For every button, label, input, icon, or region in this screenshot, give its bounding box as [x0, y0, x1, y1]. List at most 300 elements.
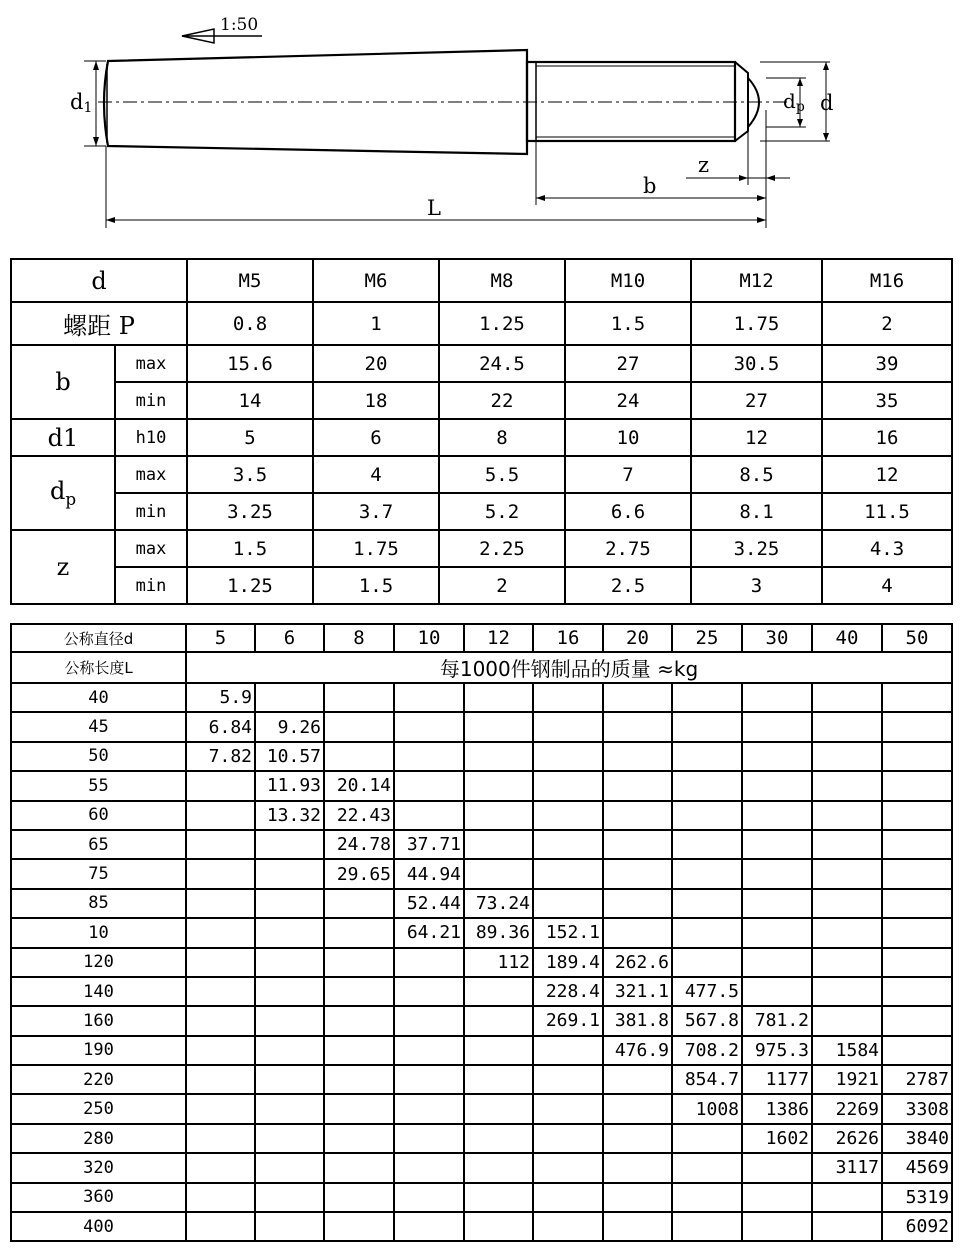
mass-length-cell: 60 — [11, 801, 186, 830]
spec-cell: 11.5 — [822, 493, 952, 530]
mass-value-cell: 975.3 — [742, 1036, 812, 1065]
mass-value-cell — [464, 1065, 533, 1094]
mass-row — [11, 859, 952, 888]
spec-z-min-row — [11, 567, 952, 604]
mass-diameter-cell: 5 — [186, 624, 255, 652]
mass-value-cell — [394, 948, 464, 977]
mass-value-cell — [882, 948, 952, 977]
spec-cell: 2 — [822, 302, 952, 345]
mass-length-cell: 45 — [11, 712, 186, 741]
mass-value-cell: 5.9 — [186, 683, 255, 712]
mass-value-cell — [812, 1183, 882, 1212]
mass-value-cell — [812, 1212, 882, 1241]
spec-cell: 35 — [822, 382, 952, 419]
mass-value-cell — [603, 1212, 672, 1241]
mass-length-cell: 220 — [11, 1065, 186, 1094]
mass-value-cell: 20.14 — [324, 771, 394, 800]
mass-value-cell: 73.24 — [464, 889, 533, 918]
mass-value-cell: 5319 — [882, 1183, 952, 1212]
mass-value-cell — [882, 977, 952, 1006]
mass-value-cell — [812, 889, 882, 918]
mass-value-cell — [882, 889, 952, 918]
mass-value-cell — [324, 683, 394, 712]
mass-value-cell — [672, 830, 742, 859]
mass-value-cell — [882, 1036, 952, 1065]
mass-value-cell: 64.21 — [394, 918, 464, 947]
mass-value-cell — [324, 918, 394, 947]
spec-cell: 12 — [822, 456, 952, 493]
z-label: z — [698, 153, 710, 177]
mass-value-cell — [882, 1006, 952, 1035]
spec-size-cell: M16 — [822, 259, 952, 302]
mass-value-cell — [394, 1094, 464, 1123]
mass-value-cell — [394, 712, 464, 741]
mass-value-cell: 1177 — [742, 1065, 812, 1094]
mass-value-cell: 567.8 — [672, 1006, 742, 1035]
spec-cell: 1.25 — [439, 302, 565, 345]
mass-value-cell — [882, 918, 952, 947]
mass-value-cell — [255, 977, 324, 1006]
mass-value-cell: 3840 — [882, 1124, 952, 1153]
mass-value-cell — [812, 1006, 882, 1035]
mass-value-cell — [672, 1124, 742, 1153]
mass-value-cell — [672, 948, 742, 977]
mass-value-cell — [324, 1094, 394, 1123]
mass-value-cell — [324, 948, 394, 977]
mass-length-cell: 320 — [11, 1153, 186, 1182]
mass-value-cell — [882, 683, 952, 712]
mass-row — [11, 683, 952, 712]
mass-value-cell — [672, 742, 742, 771]
mass-value-cell — [812, 830, 882, 859]
mass-row — [11, 889, 952, 918]
mass-value-cell — [742, 771, 812, 800]
mass-value-cell — [533, 1153, 603, 1182]
mass-row — [11, 830, 952, 859]
mass-length-cell: 400 — [11, 1212, 186, 1241]
mass-length-cell: 65 — [11, 830, 186, 859]
mass-value-cell — [533, 1183, 603, 1212]
mass-value-cell — [742, 859, 812, 888]
mass-length-cell: 190 — [11, 1036, 186, 1065]
mass-value-cell — [464, 1183, 533, 1212]
mass-value-cell — [603, 1153, 672, 1182]
mass-length-cell: 10 — [11, 918, 186, 947]
mass-value-cell — [603, 683, 672, 712]
mass-value-cell — [812, 859, 882, 888]
mass-value-cell: 10.57 — [255, 742, 324, 771]
spec-cell: 8.5 — [691, 456, 822, 493]
b-label: b — [643, 174, 657, 198]
mass-value-cell — [882, 859, 952, 888]
mass-value-cell — [603, 859, 672, 888]
mass-value-cell — [672, 859, 742, 888]
spec-pitch-label: 螺距 P — [11, 302, 187, 345]
mass-diameter-cell: 40 — [812, 624, 882, 652]
mass-value-cell — [394, 1124, 464, 1153]
mass-value-cell — [812, 771, 882, 800]
mass-row — [11, 977, 952, 1006]
spec-cell: 0.8 — [187, 302, 313, 345]
spec-cell: 2.25 — [439, 530, 565, 567]
spec-size-cell: M12 — [691, 259, 822, 302]
mass-value-cell — [464, 712, 533, 741]
spec-header-row — [11, 259, 952, 302]
mass-caption: 每1000件钢制品的质量 ≈kg — [186, 652, 952, 683]
spec-cell: 3.5 — [187, 456, 313, 493]
mass-value-cell — [324, 1065, 394, 1094]
spec-size-cell: M5 — [187, 259, 313, 302]
mass-value-cell — [464, 1094, 533, 1123]
mass-value-cell — [464, 1212, 533, 1241]
mass-length-cell: 280 — [11, 1124, 186, 1153]
mass-value-cell — [255, 859, 324, 888]
spec-cell: 2 — [439, 567, 565, 604]
mass-value-cell — [672, 801, 742, 830]
mass-value-cell: 112 — [464, 948, 533, 977]
mass-value-cell — [464, 1036, 533, 1065]
mass-value-cell — [742, 801, 812, 830]
spec-cell: 4 — [313, 456, 439, 493]
mass-length-cell: 120 — [11, 948, 186, 977]
mass-value-cell — [394, 1036, 464, 1065]
mass-value-cell: 1921 — [812, 1065, 882, 1094]
mass-value-cell — [186, 771, 255, 800]
mass-value-cell — [533, 859, 603, 888]
mass-value-cell — [464, 1006, 533, 1035]
spec-d1-label: d1 — [11, 419, 115, 456]
mass-row — [11, 1006, 952, 1035]
mass-value-cell: 89.36 — [464, 918, 533, 947]
mass-value-cell: 4569 — [882, 1153, 952, 1182]
mass-value-cell — [324, 977, 394, 1006]
mass-value-cell: 854.7 — [672, 1065, 742, 1094]
mass-value-cell — [533, 1065, 603, 1094]
mass-value-cell: 9.26 — [255, 712, 324, 741]
spec-cell: 1.5 — [313, 567, 439, 604]
mass-value-cell — [603, 830, 672, 859]
spec-cell: 2.5 — [565, 567, 691, 604]
mass-row — [11, 1124, 952, 1153]
mass-value-cell — [464, 977, 533, 1006]
spec-z-max-row — [11, 530, 952, 567]
spec-z-label: z — [11, 530, 115, 604]
mass-value-cell — [672, 683, 742, 712]
mass-value-cell — [882, 771, 952, 800]
spec-dp-label — [11, 456, 115, 530]
spec-cell: 27 — [691, 382, 822, 419]
mass-value-cell — [812, 801, 882, 830]
mass-value-cell — [255, 1183, 324, 1212]
mass-diameter-cell: 12 — [464, 624, 533, 652]
spec-dp-max-row — [11, 456, 952, 493]
mass-value-cell — [186, 1124, 255, 1153]
mass-row — [11, 1183, 952, 1212]
mass-value-cell — [324, 1006, 394, 1035]
spec-size-cell: M10 — [565, 259, 691, 302]
mass-value-cell — [186, 1212, 255, 1241]
spec-d1-tolerance: h10 — [115, 419, 187, 456]
mass-value-cell: 228.4 — [533, 977, 603, 1006]
mass-value-cell: 6.84 — [186, 712, 255, 741]
taper-pin-drawing — [0, 0, 960, 250]
mass-value-cell — [882, 830, 952, 859]
mass-diameter-cell: 8 — [324, 624, 394, 652]
mass-value-cell — [812, 683, 882, 712]
mass-value-cell: 2787 — [882, 1065, 952, 1094]
mass-value-cell — [464, 1124, 533, 1153]
taper-ratio-label: 1:50 — [220, 15, 259, 35]
mass-row — [11, 712, 952, 741]
mass-value-cell: 37.71 — [394, 830, 464, 859]
mass-table — [10, 623, 953, 1242]
mass-value-cell: 1008 — [672, 1094, 742, 1123]
mass-value-cell — [603, 1124, 672, 1153]
mass-value-cell — [672, 889, 742, 918]
spec-max-label: max — [115, 456, 187, 493]
spec-pitch-row — [11, 302, 952, 345]
mass-value-cell — [464, 859, 533, 888]
spec-cell: 1.25 — [187, 567, 313, 604]
b-dimension — [536, 141, 766, 205]
mass-value-cell — [394, 1006, 464, 1035]
mass-value-cell — [533, 683, 603, 712]
mass-value-cell — [464, 1153, 533, 1182]
mass-value-cell — [742, 948, 812, 977]
mass-diameter-cell: 30 — [742, 624, 812, 652]
mass-value-cell: 22.43 — [324, 801, 394, 830]
spec-cell: 4.3 — [822, 530, 952, 567]
mass-value-cell — [742, 1212, 812, 1241]
mass-length-row — [11, 652, 952, 683]
spec-min-label: min — [115, 567, 187, 604]
mass-value-cell — [533, 712, 603, 741]
mass-length-cell: 55 — [11, 771, 186, 800]
mass-length-cell: 85 — [11, 889, 186, 918]
spec-min-label: min — [115, 493, 187, 530]
mass-value-cell — [672, 1153, 742, 1182]
mass-value-cell: 269.1 — [533, 1006, 603, 1035]
spec-cell: 3 — [691, 567, 822, 604]
spec-cell: 5.5 — [439, 456, 565, 493]
mass-value-cell: 476.9 — [603, 1036, 672, 1065]
spec-dp-label-main: d — [49, 477, 66, 506]
mass-value-cell — [742, 712, 812, 741]
mass-value-cell — [812, 918, 882, 947]
mass-value-cell: 29.65 — [324, 859, 394, 888]
mass-length-cell: 50 — [11, 742, 186, 771]
spec-cell: 3.25 — [187, 493, 313, 530]
mass-row — [11, 918, 952, 947]
mass-value-cell — [394, 742, 464, 771]
mass-value-cell — [812, 948, 882, 977]
mass-value-cell — [603, 918, 672, 947]
mass-value-cell — [603, 1183, 672, 1212]
spec-size-cell: M6 — [313, 259, 439, 302]
spec-cell: 8.1 — [691, 493, 822, 530]
mass-value-cell — [255, 918, 324, 947]
mass-value-cell: 189.4 — [533, 948, 603, 977]
spec-min-label: min — [115, 382, 187, 419]
mass-value-cell — [324, 742, 394, 771]
spec-b-label: b — [11, 345, 115, 419]
mass-row — [11, 771, 952, 800]
d1-label-sub: 1 — [83, 100, 93, 116]
mass-value-cell — [186, 859, 255, 888]
mass-value-cell — [394, 977, 464, 1006]
mass-value-cell — [882, 742, 952, 771]
mass-value-cell — [742, 683, 812, 712]
mass-row — [11, 1212, 952, 1241]
mass-value-cell — [533, 1212, 603, 1241]
spec-size-cell: M8 — [439, 259, 565, 302]
mass-value-cell — [186, 918, 255, 947]
svg-text:dp — [783, 89, 805, 115]
dp-label-sub: p — [795, 99, 805, 115]
spec-cell: 18 — [313, 382, 439, 419]
mass-value-cell: 13.32 — [255, 801, 324, 830]
spec-cell: 24.5 — [439, 345, 565, 382]
mass-value-cell — [533, 830, 603, 859]
mass-value-cell — [324, 1183, 394, 1212]
spec-cell: 1.5 — [565, 302, 691, 345]
mass-value-cell — [672, 1183, 742, 1212]
mass-value-cell: 44.94 — [394, 859, 464, 888]
mass-value-cell — [464, 742, 533, 771]
mass-value-cell — [603, 771, 672, 800]
mass-value-cell — [324, 1153, 394, 1182]
mass-row — [11, 742, 952, 771]
mass-value-cell — [672, 771, 742, 800]
mass-length-cell: 250 — [11, 1094, 186, 1123]
mass-value-cell — [603, 889, 672, 918]
mass-value-cell — [533, 1036, 603, 1065]
mass-value-cell: 2269 — [812, 1094, 882, 1123]
mass-value-cell — [742, 742, 812, 771]
mass-value-cell — [812, 742, 882, 771]
mass-length-cell: 160 — [11, 1006, 186, 1035]
spec-dp-min-row — [11, 493, 952, 530]
mass-value-cell — [186, 1006, 255, 1035]
spec-cell: 16 — [822, 419, 952, 456]
dimension-spec-table — [10, 258, 953, 605]
mass-value-cell: 708.2 — [672, 1036, 742, 1065]
mass-value-cell — [464, 830, 533, 859]
spec-cell: 1.75 — [691, 302, 822, 345]
mass-value-cell — [255, 1212, 324, 1241]
mass-row — [11, 1036, 952, 1065]
mass-value-cell: 1602 — [742, 1124, 812, 1153]
mass-value-cell — [394, 1212, 464, 1241]
mass-value-cell: 477.5 — [672, 977, 742, 1006]
mass-value-cell: 7.82 — [186, 742, 255, 771]
spec-cell: 10 — [565, 419, 691, 456]
mass-value-cell — [464, 801, 533, 830]
mass-value-cell — [186, 1183, 255, 1212]
mass-value-cell — [603, 801, 672, 830]
mass-row — [11, 948, 952, 977]
z-dimension — [686, 110, 790, 228]
dp-d-dimensions — [760, 62, 833, 141]
spec-cell: 5.2 — [439, 493, 565, 530]
mass-value-cell — [672, 1212, 742, 1241]
mass-value-cell — [186, 889, 255, 918]
mass-value-cell — [255, 1094, 324, 1123]
mass-value-cell — [186, 1036, 255, 1065]
mass-value-cell — [394, 683, 464, 712]
d1-label: d — [70, 90, 84, 114]
spec-cell: 20 — [313, 345, 439, 382]
mass-value-cell — [533, 801, 603, 830]
spec-cell: 4 — [822, 567, 952, 604]
mass-diameter-row — [11, 624, 952, 652]
mass-length-cell: 360 — [11, 1183, 186, 1212]
spec-cell: 2.75 — [565, 530, 691, 567]
mass-value-cell — [255, 683, 324, 712]
mass-value-cell — [742, 889, 812, 918]
mass-value-cell — [603, 1065, 672, 1094]
mass-diameter-cell: 25 — [672, 624, 742, 652]
spec-cell: 3.25 — [691, 530, 822, 567]
mass-value-cell — [672, 918, 742, 947]
d-label: d — [820, 91, 834, 115]
mass-length-cell: 40 — [11, 683, 186, 712]
mass-value-cell — [324, 1124, 394, 1153]
spec-cell: 1.75 — [313, 530, 439, 567]
mass-value-cell: 152.1 — [533, 918, 603, 947]
mass-value-cell — [255, 889, 324, 918]
mass-value-cell — [533, 1094, 603, 1123]
spec-cell: 24 — [565, 382, 691, 419]
spec-max-label: max — [115, 530, 187, 567]
spec-d-header: d — [11, 259, 187, 302]
mass-value-cell — [464, 683, 533, 712]
mass-value-cell — [186, 801, 255, 830]
mass-value-cell — [742, 1153, 812, 1182]
mass-length-label: 公称长度L — [11, 652, 186, 683]
mass-row — [11, 1153, 952, 1182]
mass-diameter-label: 公称直径d — [11, 624, 186, 652]
mass-value-cell: 24.78 — [324, 830, 394, 859]
mass-value-cell — [186, 948, 255, 977]
spec-d1-row — [11, 419, 952, 456]
mass-value-cell — [882, 801, 952, 830]
mass-row — [11, 801, 952, 830]
mass-value-cell — [186, 830, 255, 859]
mass-value-cell — [255, 1036, 324, 1065]
spec-cell: 8 — [439, 419, 565, 456]
mass-value-cell — [742, 830, 812, 859]
spec-cell: 7 — [565, 456, 691, 493]
spec-b-min-row — [11, 382, 952, 419]
mass-value-cell — [394, 1153, 464, 1182]
spec-dp-label-sub: p — [65, 488, 77, 509]
mass-value-cell: 3117 — [812, 1153, 882, 1182]
mass-value-cell — [324, 1212, 394, 1241]
spec-cell: 30.5 — [691, 345, 822, 382]
spec-cell: 22 — [439, 382, 565, 419]
mass-value-cell — [394, 771, 464, 800]
spec-cell: 39 — [822, 345, 952, 382]
spec-cell: 1 — [313, 302, 439, 345]
spec-cell: 15.6 — [187, 345, 313, 382]
mass-value-cell — [742, 1183, 812, 1212]
mass-diameter-cell: 10 — [394, 624, 464, 652]
mass-value-cell — [533, 771, 603, 800]
mass-value-cell — [742, 918, 812, 947]
spec-cell: 5 — [187, 419, 313, 456]
spec-cell: 27 — [565, 345, 691, 382]
